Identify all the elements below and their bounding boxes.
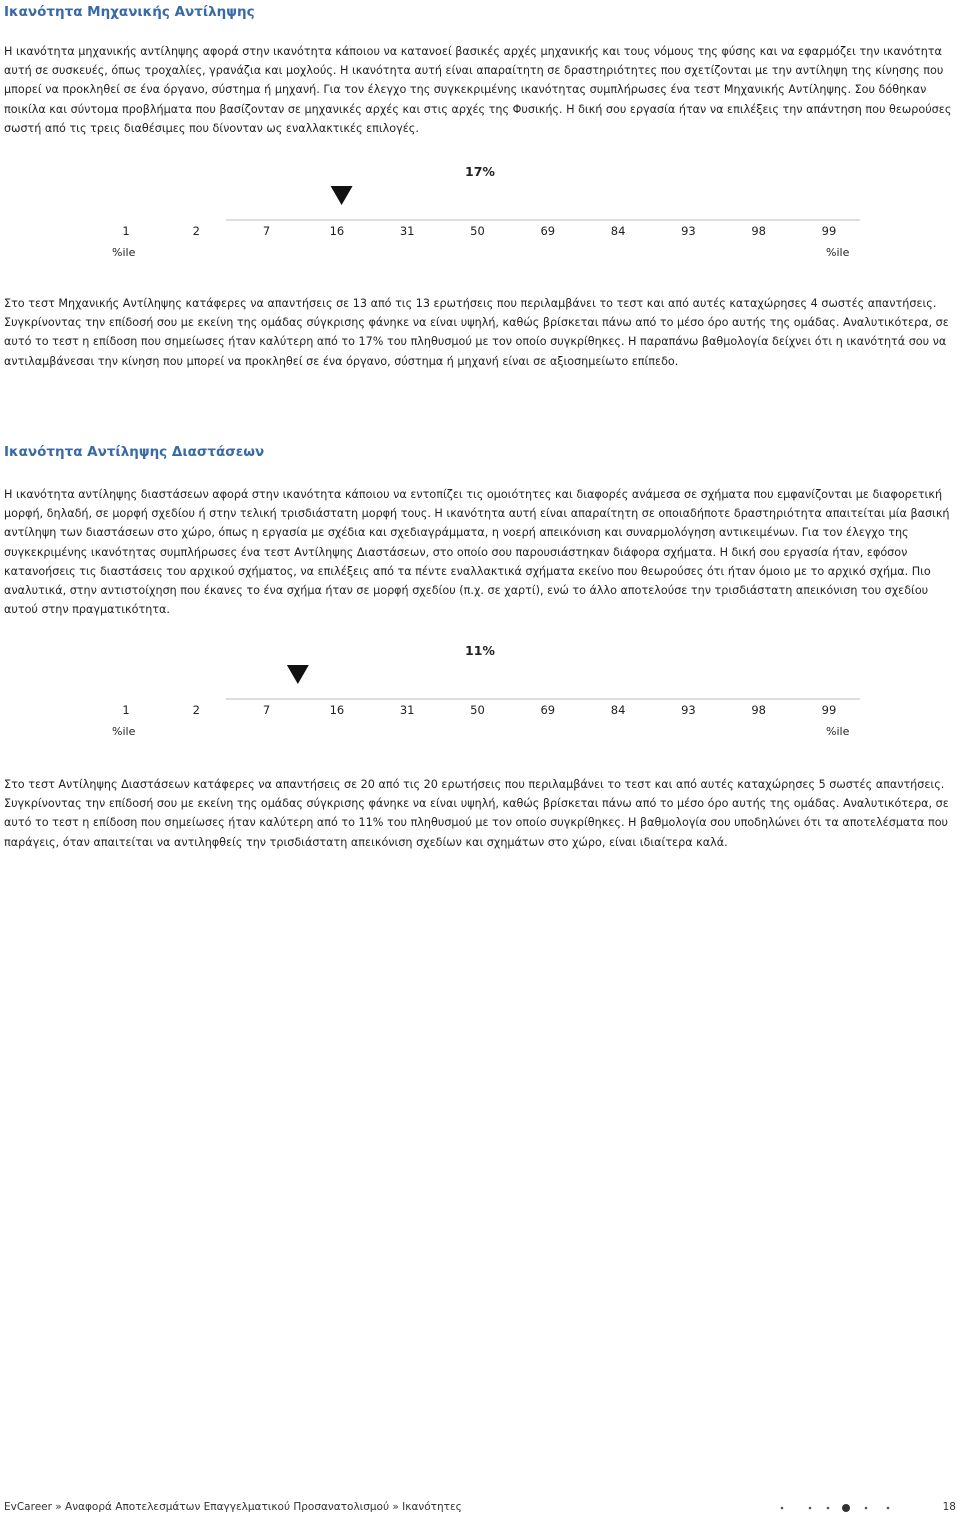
percentile-label: 17% [465, 164, 495, 179]
percentile-scale-mechanical [100, 162, 860, 272]
tick-label: 2 [192, 703, 200, 717]
ile-label-left: %ile [112, 725, 136, 738]
tick-label: 69 [540, 703, 556, 717]
tick-label: 16 [329, 703, 345, 717]
progress-dot [809, 1507, 812, 1510]
tick-label: 93 [681, 703, 696, 717]
footer-breadcrumb: EvCareer » Αναφορά Αποτελεσμάτων Επαγγελματικού Προσανατολισμού » Ικανότητες [4, 1501, 462, 1513]
tick-label: 50 [470, 703, 485, 717]
tick-label: 99 [821, 224, 837, 238]
tick-label: 7 [262, 703, 271, 717]
tick-label: 69 [540, 224, 556, 238]
tick-label: 31 [399, 224, 415, 238]
section-result-mechanical: Στο τεστ Μηχανικής Αντίληψης κατάφερες να απαντήσεις σε 13 από τις 13 ερωτήσεις που περιλαμβάνει το τεστ και από αυτές καταχώρησες 4 σωστές απαντήσεις. Συγκρίνοντας την επίδοσή σου με εκείνη της ομάδας σύγκρισης φάνηκε να είναι υψηλή, καθώς βρίσκεται πάνω από το μέσο όρο αυτής της ομάδας. Αναλυτικότερα, σε αυτό το τεστ η επίδοση που σημείωσες ήταν καλύτερη από το 17% του πληθυσμού με τον οποίο συγκρίθηκες. Η παραπάνω βαθμολογία δείχνει ότι η ικανότητά σου να αντιλαμβάνεσαι την κίνηση που μπορεί να προκληθεί σε ένα όργανο, σύστημα ή μηχανή είναι σε αξιοσημείωτο επίπεδο. [4, 297, 949, 368]
page-number: 18 [942, 1501, 956, 1513]
tick-label: 16 [329, 224, 345, 238]
percentile-marker [331, 186, 353, 205]
ile-label-right: %ile [826, 725, 850, 738]
scale-graphic [100, 162, 860, 222]
tick-label: 98 [751, 224, 766, 238]
percentile-marker [287, 665, 309, 684]
tick-label: 1 [122, 703, 130, 717]
section-result-dimensions: Στο τεστ Αντίληψης Διαστάσεων κατάφερες να απαντήσεις σε 20 από τις 20 ερωτήσεις που περιλαμβάνει το τεστ και από αυτές καταχώρησες 5 σωστές απαντήσεις. Συγκρίνοντας την επίδοσή σου με εκείνη της ομάδας σύγκρισης φάνηκε να είναι υψηλή, καθώς βρίσκεται πάνω από το μέσο όρο αυτής της ομάδας. Αναλυτικότερα, σε αυτό το τεστ η επίδοση που σημείωσες ήταν καλύτερη από το 11% του πληθυσμού με τον οποίο συγκρίθηκες. Η βαθμολογία σου υποδηλώνει ότι τα αποτελέσματα που παράγεις, όταν απαιτείται να αντιληφθείς την τρισδιάστατη απεικόνιση σχεδίων και σχημάτων στο χώρο, είναι ιδιαίτερα καλά. [4, 778, 949, 849]
progress-dot-active [842, 1504, 850, 1512]
ile-label-right: %ile [826, 246, 850, 259]
percentile-scale-dimensions [100, 641, 860, 751]
tick-label: 98 [751, 703, 766, 717]
tick-label: 50 [470, 224, 485, 238]
tick-label: 84 [610, 224, 626, 238]
tick-label: 2 [192, 224, 200, 238]
tick-label: 99 [821, 703, 837, 717]
section-title-dimensions: Ικανότητα Αντίληψης Διαστάσεων [4, 444, 265, 460]
section-intro-dimensions: Η ικανότητα αντίληψης διαστάσεων αφορά στην ικανότητα κάποιου να εντοπίζει τις ομοιότητες και διαφορές ανάμεσα σε σχήματα που εμφανίζονται με διαφορετική μορφή, δηλαδή, σε μορφή σχεδίου ή στην τελική τρισδιάστατη μορφή τους. Η ικανότητα αυτή είναι απαραίτητη σε οποιαδήποτε δραστηριότητα απαιτείται μία βασική αντίληψη των διαστάσεων στο χώρο, όπως η εργασία με σχέδια και σχεδιαγράμματα, η νοερή απεικόνιση και συναρμολόγηση αντικειμένων. Για τον έλεγχο της συγκεκριμένης ικανότητας συμπλήρωσες ένα τεστ Αντίληψης Διαστάσεων, στο οποίο σου παρουσιάστηκαν διάφορα σχήματα. Η δική σου εργασία ήταν, εφόσον κατανοήσεις τις διαστάσεις του αρχικού σχήματος, να επιλέξεις από τα πέντε εναλλακτικά σχήματα εκείνο που θεωρούσες ότι ήταν όμοιο με το αρχικό σχήμα. Πιο αναλυτικά, στην αντιστοίχηση που έκανες το ένα σχήμα ήταν σε μορφή σχεδίου (π.χ. σε χαρτί), ενώ το άλλο αποτελούσε την τρισδιάστατη απεικόνιση του σχεδίου αυτού στην πραγματικότητα. [4, 488, 950, 617]
tick-label: 7 [262, 224, 271, 238]
tick-label: 93 [681, 224, 696, 238]
section-intro-mechanical: Η ικανότητα μηχανικής αντίληψης αφορά στην ικανότητα κάποιου να κατανοεί βασικές αρχές μηχανικής και τους νόμους της φύσης και να εφαρμόζει την ικανότητα αυτή σε συσκευές, όπως τροχαλίες, γρανάζια και μοχλούς. Η ικανότητα αυτή είναι απαραίτητη σε δραστηριότητες που σχετίζονται με την αντίληψη της κίνησης που μπορεί να προκληθεί σε ένα όργανο, σύστημα ή μηχανή. Για τον έλεγχο της συγκεκριμένης ικανότητας συμπλήρωσες ένα τεστ Μηχανικής Αντίληψης. Σου δόθηκαν ποικίλα και σύντομα προβλήματα που βασίζονταν σε μηχανικές αρχές και στις αρχές της Φυσικής. Η δική σου εργασία ήταν να επιλέξεις την απάντηση που θεωρούσες σωστή από τις τρεις διαθέσιμες που δίνονταν ως εναλλακτικές επιλογές. [4, 45, 952, 135]
page-progress-dots [770, 1500, 920, 1516]
ile-label-left: %ile [112, 246, 136, 259]
progress-dot [887, 1507, 890, 1510]
progress-dot [827, 1507, 830, 1510]
progress-dot [865, 1507, 868, 1510]
tick-label: 84 [610, 703, 626, 717]
progress-dot [781, 1507, 784, 1510]
section-title-mechanical: Ικανότητα Μηχανικής Αντίληψης [4, 4, 255, 20]
tick-label: 1 [122, 224, 130, 238]
scale-graphic [100, 641, 860, 701]
percentile-label: 11% [465, 643, 495, 658]
tick-label: 31 [399, 703, 415, 717]
